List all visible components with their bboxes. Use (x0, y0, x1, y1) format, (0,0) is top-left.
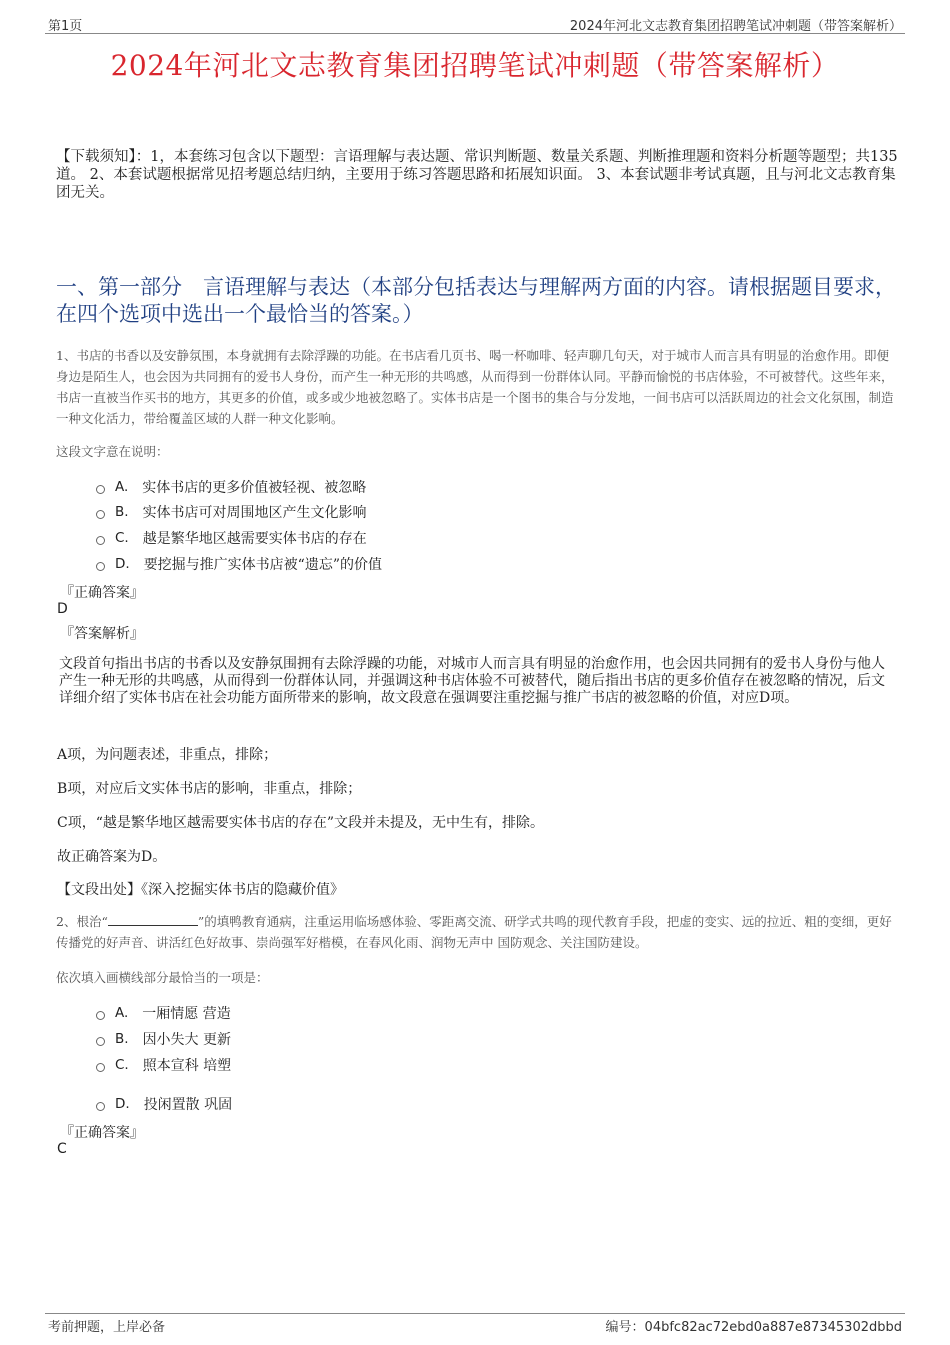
question-1-explanation-a: A项，为问题表述，非重点，排除； (57, 747, 278, 763)
option-text: 实体书店的更多价值被轻视、被忽略 (142, 480, 367, 496)
question-1-analysis: 文段首句指出书店的书香以及安静氛围拥有去除浮躁的功能，对城市人而言具有明显的治愈作用，也会因共同拥有的爱书人身份与他人产生一种无形的共鸣感，从而得到一份群体认同，并强调这种书店体验不可被替代，随后指出书店的更多价值存在被忽略的情况，后文详细介绍了实体书店在社会功能方面所带来的影响，故文段意在强调要注重挖掘与推广书店的被忽略的价值，对应D项。 (59, 656, 885, 706)
question-1-analysis-label: 『答案解析』 (60, 626, 144, 642)
question-1-explanation-c: C项，“越是繁华地区越需要实体书店的存在”文段并未提及，无中生有，排除。 (57, 815, 545, 831)
radio-icon[interactable] (96, 536, 105, 545)
section-title: 一、第一部分 言语理解与表达（本部分包括表达与理解两方面的内容。请根据题目要求，在四个选项中选出一个最恰当的答案。） (56, 275, 896, 326)
option-text: 一厢情愿 营造 (142, 1006, 231, 1022)
option-letter: D. (115, 556, 130, 572)
header-page-number: 第1页 (48, 19, 83, 34)
footer-divider (45, 1313, 905, 1314)
option-letter: A. (115, 1005, 129, 1021)
option-text: 要挖掘与推广实体书店被“遗忘”的价值 (143, 557, 383, 573)
document-title: 2024年河北文志教育集团招聘笔试冲刺题（带答案解析） (110, 49, 840, 82)
question-2-option-d[interactable] (96, 1094, 232, 1114)
question-1-option-b[interactable] (96, 502, 367, 522)
header-doc-name: 2024年河北文志教育集团招聘笔试冲刺题（带答案解析） (569, 19, 902, 34)
option-letter: C. (115, 1057, 129, 1073)
question-2-answer-label: 『正确答案』 (60, 1125, 144, 1141)
option-text: 照本宣科 培塑 (142, 1058, 232, 1074)
radio-icon[interactable] (96, 1011, 105, 1020)
question-2-prompt: 依次填入画横线部分最恰当的一项是： (56, 970, 269, 985)
question-1-answer: D (57, 601, 68, 617)
radio-icon[interactable] (96, 1037, 105, 1046)
fill-blank (108, 913, 198, 926)
question-2-text (56, 911, 901, 953)
question-1-prompt: 这段文字意在说明： (56, 444, 169, 459)
option-text: 投闲置散 巩固 (143, 1097, 233, 1113)
question-2-option-b[interactable] (96, 1029, 231, 1049)
option-letter: A. (115, 479, 129, 495)
radio-icon[interactable] (96, 1102, 105, 1111)
option-text: 实体书店可对周围地区产生文化影响 (142, 505, 367, 521)
question-1-answer-label: 『正确答案』 (60, 585, 144, 601)
question-1-option-a[interactable] (96, 477, 366, 497)
question-2-option-c[interactable] (96, 1055, 231, 1075)
radio-icon[interactable] (96, 510, 105, 519)
radio-icon[interactable] (96, 562, 105, 571)
question-2-text-after: ”的填鸭教育通病，注重运用临场感体验、零距离交流、研学式共鸣的现代教育手段，把虚的变实、远的拉近、粗的变细，更好传播党的好声音、讲活红色好故事、崇尚强军好楷模，在春风化雨、润物无声中 国防观念、关注国防建设。 (56, 914, 892, 950)
footer-serial-number: 编号：04bfc82ac72ebd0a887e87345302dbbd (605, 1320, 902, 1335)
question-1-source: 【文段出处】《深入挖掘实体书店的隐藏价值》 (57, 882, 344, 898)
radio-icon[interactable] (96, 1063, 105, 1072)
header-divider (45, 33, 905, 34)
question-2-text-before: 2、根治“ (56, 914, 108, 929)
question-1-conclusion: 故正确答案为D。 (57, 849, 167, 865)
question-2-option-a[interactable] (96, 1003, 231, 1023)
footer-slogan: 考前押题，上岸必备 (48, 1320, 166, 1335)
radio-icon[interactable] (96, 485, 105, 494)
download-notice: 【下载须知】：1，本套练习包含以下题型：言语理解与表达题、常识判断题、数量关系题、判断推理题和资料分析题等题型；共135道。 2、本套试题根据常见招考题总结归纳，主要用于练习答题思路和拓展知识面。 3、本套试题非考试真题，且与河北文志教育集团无关。 (56, 149, 898, 201)
option-text: 越是繁华地区越需要实体书店的存在 (142, 531, 367, 547)
option-letter: C. (115, 530, 129, 546)
option-text: 因小失大 更新 (142, 1032, 232, 1048)
question-2-answer: C (57, 1141, 67, 1157)
question-1-explanation-b: B项，对应后文实体书店的影响，非重点，排除； (57, 781, 362, 797)
question-1-option-d[interactable] (96, 554, 382, 574)
option-letter: D. (115, 1096, 130, 1112)
question-1-text: 1、书店的书香以及安静氛围，本身就拥有去除浮躁的功能。在书店看几页书、喝一杯咖啡、轻声聊几句天，对于城市人而言具有明显的治愈作用。即便身边是陌生人，也会因为共同拥有的爱书人身份，而产生一种无形的共鸣感，从而得到一份群体认同。平静而愉悦的书店体验，不可被替代。这些年来，书店一直被当作买书的地方，其更多的价值，或多或少地被忽略了。实体书店是一个图书的集合与分发地，一间书店可以活跃周边的社会文化氛围，制造一种文化活力，带给覆盖区域的人群一种文化影响。 (56, 348, 894, 426)
option-letter: B. (115, 504, 129, 520)
option-letter: B. (115, 1031, 129, 1047)
question-1-option-c[interactable] (96, 528, 367, 548)
